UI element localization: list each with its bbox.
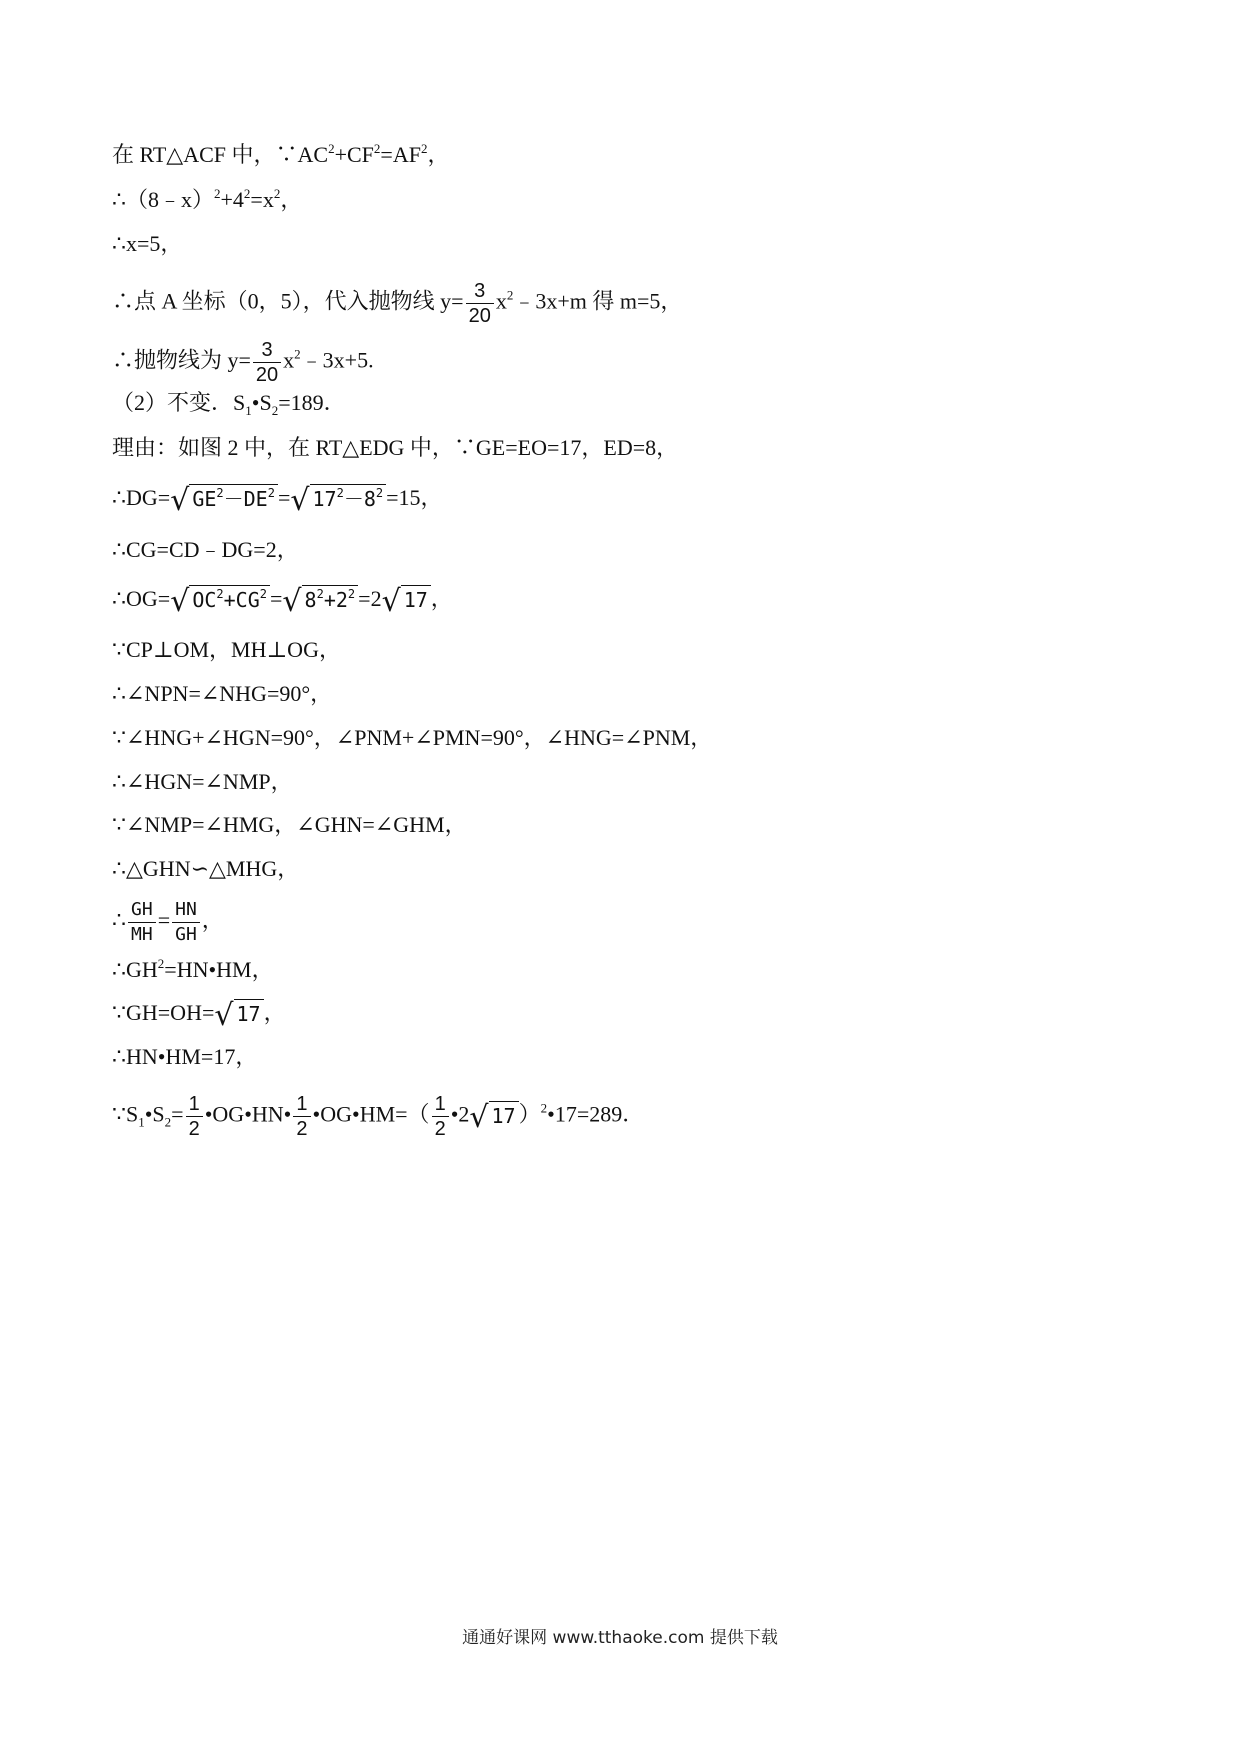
- exp: 2: [420, 141, 428, 156]
- exp: 2: [316, 586, 324, 601]
- fraction: [128, 898, 156, 947]
- text: ∴∠HGN=∠NMP，: [112, 769, 293, 794]
- solution-line-2: [112, 185, 302, 215]
- subscript: 2: [271, 403, 279, 418]
- solution-line-1: [112, 140, 449, 170]
- denominator: 2: [434, 1118, 446, 1140]
- solution-line-10: [112, 584, 453, 617]
- text: ∴抛物线为 y=: [112, 347, 251, 373]
- text: ∴CG=CD﹣DG=2，: [112, 537, 299, 562]
- exp: 2: [267, 485, 275, 500]
- text: +4: [220, 187, 244, 212]
- exp: 2: [540, 1100, 548, 1116]
- text: OC: [192, 587, 217, 612]
- solution-line-15: [112, 810, 467, 840]
- exp: 2: [214, 186, 221, 201]
- solution-line-19: [112, 998, 286, 1031]
- solution-line-13: [112, 723, 712, 753]
- text: ∵∠HNG+∠HGN=90°，∠PNM+∠PMN=90°，∠HNG=∠PNM，: [112, 725, 713, 750]
- text: ∴△GHN∽△MHG，: [112, 856, 300, 881]
- text: +CF: [334, 142, 374, 167]
- text: ﹣3x+m 得 m=5，: [513, 288, 683, 314]
- square-root: √ 17: [214, 999, 263, 1031]
- text: =: [277, 485, 291, 510]
- solution-line-4: [112, 279, 682, 328]
- text: －DE: [223, 486, 268, 511]
- numerator: 3: [466, 279, 494, 304]
- square-root: √ $OC^2+CG^2$: [170, 585, 270, 617]
- text: +2: [323, 587, 348, 612]
- text: =: [171, 1101, 184, 1127]
- exp: 2: [347, 586, 356, 601]
- fraction: [466, 279, 494, 328]
- radicand: 17: [234, 999, 264, 1026]
- fraction: [293, 1092, 310, 1141]
- exp: 2: [506, 287, 514, 303]
- text: =15，: [386, 485, 443, 510]
- exp: 2: [294, 346, 301, 362]
- text: ﹣3x+5.: [300, 347, 374, 373]
- solution-line-5: [112, 338, 374, 387]
- text: ∴GH: [112, 957, 158, 982]
- text: =: [157, 907, 171, 933]
- subscript: 1: [245, 403, 252, 418]
- text: •17=289．: [547, 1101, 645, 1127]
- square-root: √ $GE^2-DE^2$: [170, 484, 278, 516]
- text: 8: [304, 587, 317, 612]
- text: ∴点 A 坐标（0，5），代入抛物线 y=: [112, 288, 464, 314]
- solution-line-18: [112, 955, 274, 985]
- solution-line-17: [112, 898, 224, 947]
- text: =189．: [278, 390, 346, 415]
- text: ∴HN•HM=17，: [112, 1044, 258, 1069]
- text: ∴OG=: [112, 586, 171, 611]
- square-root: √ 17: [469, 1101, 518, 1133]
- denominator: 20: [255, 364, 279, 386]
- subscript: 2: [164, 1114, 172, 1130]
- text: 理由：如图 2 中，在 RT△EDG 中，∵GE=EO=17，ED=8，: [112, 435, 679, 460]
- square-root: √ 17: [382, 585, 431, 617]
- exp: 2: [273, 186, 281, 201]
- text: ，: [263, 1000, 286, 1025]
- solution-line-12: [112, 679, 332, 709]
- subscript: 1: [138, 1114, 145, 1130]
- text: 17: [312, 486, 337, 511]
- numerator: HN: [172, 898, 200, 923]
- text: GE: [192, 486, 217, 511]
- text: ∴（8﹣x）: [112, 187, 214, 212]
- denominator: 20: [468, 305, 491, 327]
- text: ∴DG=: [112, 485, 171, 510]
- exp: 2: [259, 586, 267, 601]
- text: ，: [427, 142, 450, 167]
- solution-line-20: [112, 1042, 257, 1072]
- text: ∵CP⊥OM，MH⊥OG，: [112, 637, 341, 662]
- text: ，: [201, 907, 224, 933]
- text: =HN•HM，: [164, 957, 274, 982]
- exp: 2: [373, 141, 381, 156]
- radicand: 17: [489, 1101, 519, 1128]
- numerator: 3: [253, 338, 281, 363]
- text: （2）不变．S: [112, 390, 246, 415]
- exp: 2: [328, 141, 335, 156]
- text: •OG•HN•: [204, 1101, 292, 1127]
- fraction: [253, 338, 281, 387]
- exp: 2: [216, 586, 224, 601]
- text: =AF: [380, 142, 421, 167]
- solution-line-6: [112, 388, 346, 418]
- denominator: 2: [296, 1118, 308, 1140]
- denominator: 2: [188, 1118, 200, 1140]
- exp: 2: [336, 485, 344, 500]
- fraction: [172, 898, 200, 947]
- text: •2: [450, 1101, 470, 1127]
- text: =x: [250, 187, 274, 212]
- fraction: [186, 1092, 203, 1141]
- text: ∴x=5，: [112, 231, 183, 256]
- solution-line-16: [112, 854, 299, 884]
- fraction: [432, 1092, 449, 1141]
- solution-line-7: [112, 433, 678, 463]
- exp: 2: [216, 485, 224, 500]
- solution-line-3: [112, 229, 182, 259]
- numerator: 1: [432, 1092, 449, 1117]
- page-footer: 通通好课网 www.tthaoke.com 提供下载: [462, 1628, 778, 1648]
- text: ∴∠NPN=∠NHG=90°，: [112, 681, 333, 706]
- solution-line-14: [112, 767, 293, 797]
- text: ）: [518, 1101, 541, 1127]
- numerator: 1: [293, 1092, 310, 1117]
- denominator: MH: [131, 924, 153, 945]
- text: x: [495, 288, 507, 314]
- exp: 2: [157, 956, 165, 971]
- text: ，: [280, 187, 303, 212]
- text: =: [270, 586, 283, 611]
- text: •S: [144, 1101, 165, 1127]
- text: x: [283, 347, 295, 373]
- text: ∵∠NMP=∠HMG，∠GHN=∠GHM，: [112, 812, 467, 837]
- text: ∵S: [112, 1101, 139, 1127]
- text: •OG•HM=（: [312, 1101, 430, 1127]
- text: 在 RT△ACF 中，∵AC: [112, 142, 329, 167]
- square-root: √ $17^2-8^2$: [290, 484, 386, 516]
- solution-line-8: [112, 483, 443, 516]
- solution-line-9: [112, 535, 299, 565]
- solution-line-21: [112, 1092, 644, 1141]
- radicand: 17: [401, 585, 431, 612]
- text: ∴: [112, 907, 126, 933]
- text: =2: [358, 586, 382, 611]
- text: －8: [343, 486, 376, 511]
- text: ，: [430, 586, 453, 611]
- text: •S: [251, 390, 272, 415]
- numerator: GH: [128, 898, 156, 923]
- square-root: √ $8^2+2^2$: [282, 585, 358, 617]
- text: ∵GH=OH=: [112, 1000, 215, 1025]
- text: +CG: [223, 587, 260, 612]
- solution-line-11: [112, 635, 341, 665]
- denominator: GH: [175, 924, 197, 945]
- exp: 2: [375, 485, 384, 500]
- numerator: 1: [186, 1092, 203, 1117]
- exp: 2: [243, 186, 251, 201]
